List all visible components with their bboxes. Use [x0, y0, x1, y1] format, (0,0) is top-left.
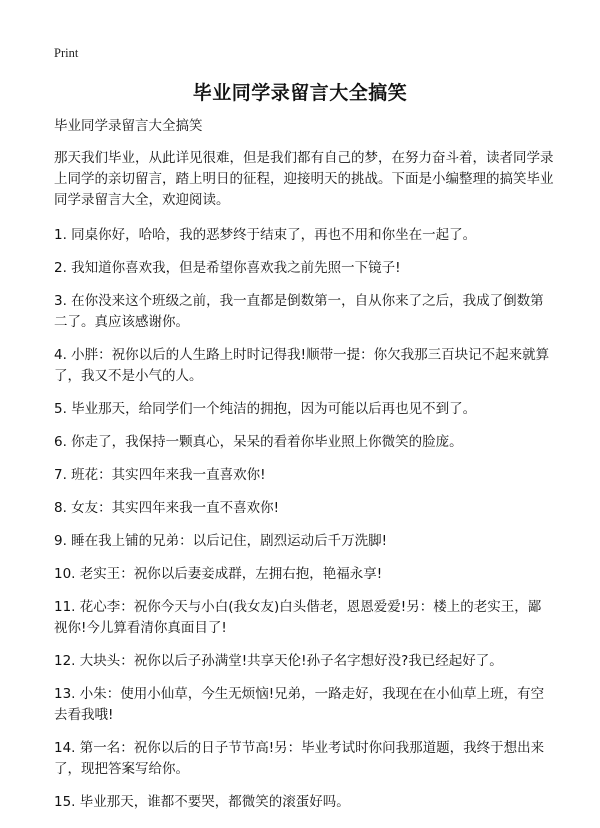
article-body	[54, 116, 554, 825]
list-item: 11. 花心李：祝你今天与小白(我女友)白头偕老，恩恩爱爱!另：楼上的老实王，鄙视你!今儿算看清你真面目了!	[54, 599, 542, 636]
list-item: 7. 班花：其实四年来我一直喜欢你!	[54, 467, 266, 483]
page-title: 毕业同学录留言大全搞笑	[192, 82, 408, 104]
article-subtitle: 毕业同学录留言大全搞笑	[54, 118, 203, 134]
list-item: 3. 在你没来这个班级之前，我一直都是倒数第一，自从你来了之后，我成了倒数第二了。真应该感谢你。	[54, 293, 544, 330]
list-item: 1. 同桌你好，哈哈，我的恶梦终于结束了，再也不用和你坐在一起了。	[54, 227, 477, 243]
list-item: 10. 老实王：祝你以后妻妾成群，左拥右抱，艳福永享!	[54, 566, 383, 582]
list-item: 15. 毕业那天，谁都不要哭，都微笑的滚蛋好吗。	[54, 794, 350, 810]
list-item: 6. 你走了，我保持一颗真心，呆呆的看着你毕业照上你微笑的脸庞。	[54, 434, 463, 450]
intro-paragraph: 那天我们毕业，从此详见很难，但是我们都有自己的梦，在努力奋斗着，读者同学录上同学的亲切留言，踏上明日的征程，迎接明天的挑战。下面是小编整理的搞笑毕业同学录留言大全，欢迎阅读。	[54, 150, 554, 208]
list-item: 12. 大块头：祝你以后子孙满堂!共享天伦!孙子名字想好没?我已经起好了。	[54, 653, 503, 669]
list-item: 9. 睡在我上铺的兄弟：以后记住，剧烈运动后千万洗脚!	[54, 533, 388, 549]
list-item: 8. 女友：其实四年来我一直不喜欢你!	[54, 500, 280, 516]
list-item: 14. 第一名：祝你以后的日子节节高!另：毕业考试时你问我那道题，我终于想出来了，现把答案写给你。	[54, 740, 545, 777]
list-item: 4. 小胖：祝你以后的人生路上时时记得我!顺带一提：你欠我那三百块记不起来就算了，我又不是小气的人。	[54, 347, 550, 384]
list-item: 5. 毕业那天，给同学们一个纯洁的拥抱，因为可能以后再也见不到了。	[54, 401, 477, 417]
list-item: 13. 小朱：使用小仙草，今生无烦恼!兄弟，一路走好，我现在在小仙草上班，有空去看我哦!	[54, 686, 545, 723]
print-link[interactable]: Print	[54, 46, 79, 60]
list-item: 2. 我知道你喜欢我，但是希望你喜欢我之前先照一下镜子!	[54, 260, 401, 276]
